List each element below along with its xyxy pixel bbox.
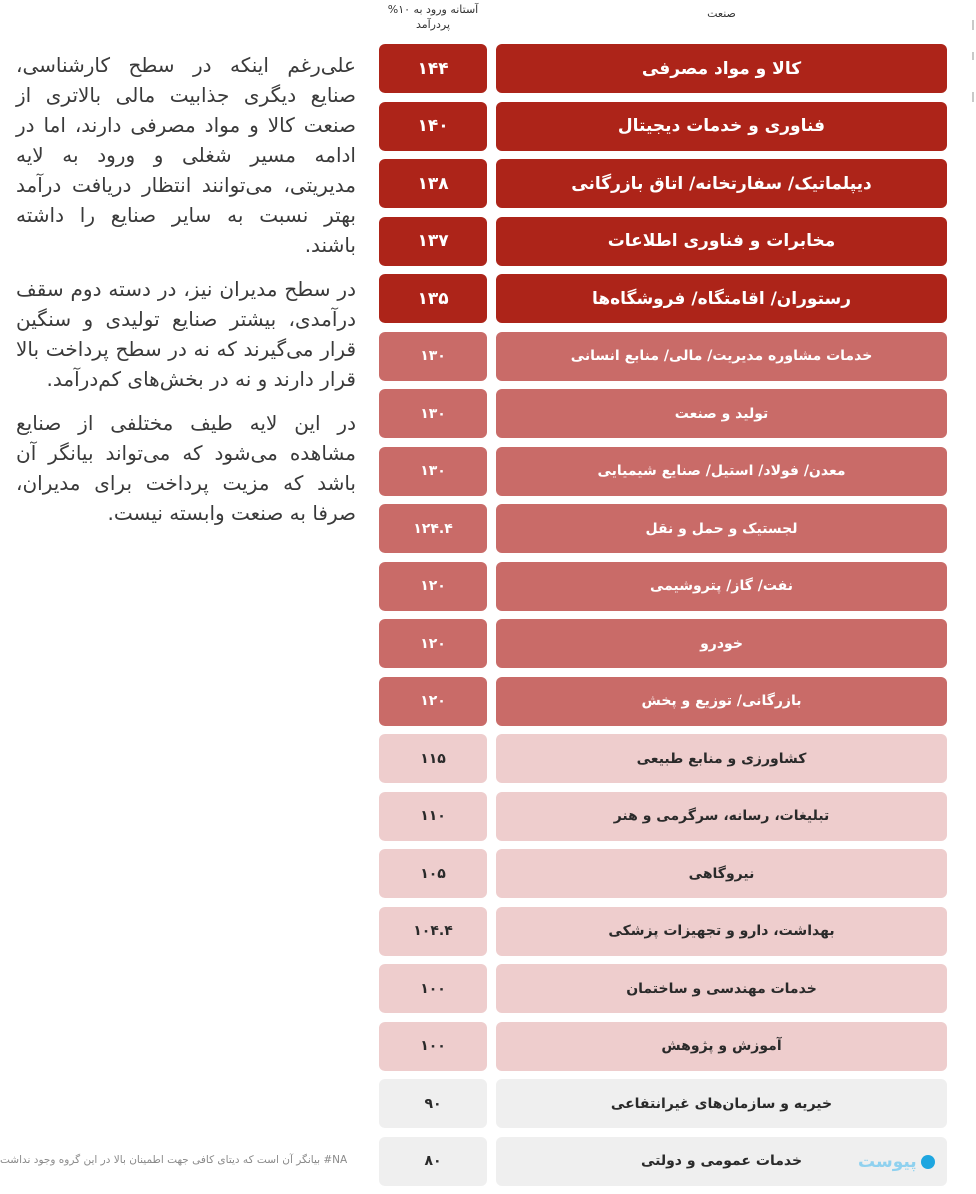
industry-name: بازرگانی/ توزیع و پخش bbox=[496, 677, 947, 726]
threshold-value: ۱۳۰ bbox=[379, 332, 487, 381]
footnote: NA# بیانگر آن است که دیتای کافی جهت اطمینان بالا در این گروه وجود نداشت bbox=[0, 1154, 348, 1166]
table-row bbox=[379, 964, 947, 1013]
industry-name: خدمات مشاوره مدیریت/ مالی/ منابع انسانی bbox=[496, 332, 947, 381]
table-row bbox=[379, 619, 947, 668]
brand-dot-icon bbox=[921, 1155, 935, 1169]
threshold-value: ۱۱۰ bbox=[379, 792, 487, 841]
table-row bbox=[379, 1022, 947, 1071]
threshold-value: ۱۳۸ bbox=[379, 159, 487, 208]
industry-name: کالا و مواد مصرفی bbox=[496, 44, 947, 93]
table-row bbox=[379, 504, 947, 553]
table-row bbox=[379, 274, 947, 323]
threshold-value: ۹۰ bbox=[379, 1079, 487, 1128]
threshold-value: ۱۲۰ bbox=[379, 619, 487, 668]
industry-name: تولید و صنعت bbox=[496, 389, 947, 438]
industry-name: معدن/ فولاد/ استیل/ صنایع شیمیایی bbox=[496, 447, 947, 496]
industry-name: تبلیغات، رسانه، سرگرمی و هنر bbox=[496, 792, 947, 841]
threshold-value: ۱۲۰ bbox=[379, 562, 487, 611]
article-text bbox=[16, 50, 356, 542]
industry-name: بهداشت، دارو و تجهیزات پزشکی bbox=[496, 907, 947, 956]
table-row bbox=[379, 332, 947, 381]
brand-name: پیوست bbox=[858, 1152, 917, 1172]
threshold-value: ۱۳۷ bbox=[379, 217, 487, 266]
edge-mark bbox=[972, 20, 974, 30]
edge-mark bbox=[972, 92, 974, 102]
table-row bbox=[379, 849, 947, 898]
industry-name: نیروگاهی bbox=[496, 849, 947, 898]
threshold-value: ۱۲۴.۴ bbox=[379, 504, 487, 553]
threshold-value: ۱۰۴.۴ bbox=[379, 907, 487, 956]
table-row bbox=[379, 44, 947, 93]
threshold-value: ۱۴۴ bbox=[379, 44, 487, 93]
threshold-value: ۱۱۵ bbox=[379, 734, 487, 783]
table-row bbox=[379, 792, 947, 841]
threshold-value: ۱۰۵ bbox=[379, 849, 487, 898]
industry-table bbox=[379, 44, 947, 1194]
industry-name: خیریه و سازمان‌های غیرانتفاعی bbox=[496, 1079, 947, 1128]
threshold-value: ۱۳۰ bbox=[379, 447, 487, 496]
article-paragraph: در سطح مدیران نیز، در دسته دوم سقف درآمدی، بیشتر صنایع تولیدی و سنگین قرار می‌گیرند که نه در سطح پرداخت بالا قرار دارند و نه در بخش‌های کم‌درآمد. bbox=[16, 277, 356, 391]
industry-name: کشاورزی و منابع طبیعی bbox=[496, 734, 947, 783]
threshold-value: ۱۲۰ bbox=[379, 677, 487, 726]
table-row bbox=[379, 1079, 947, 1128]
industry-name: لجستیک و حمل و نقل bbox=[496, 504, 947, 553]
industry-name: خدمات عمومی و دولتی bbox=[496, 1137, 947, 1186]
value-column-header: آستانه ورود به ۱۰% پردرآمد bbox=[387, 3, 479, 31]
industry-column-header: صنعت bbox=[707, 7, 736, 20]
table-row bbox=[379, 562, 947, 611]
industry-name: دیپلماتیک/ سفارتخانه/ اتاق بازرگانی bbox=[496, 159, 947, 208]
threshold-value: ۱۳۰ bbox=[379, 389, 487, 438]
industry-name: آموزش و پژوهش bbox=[496, 1022, 947, 1071]
article-paragraph: در این لایه طیف مختلفی از صنایع مشاهده می‌شود که می‌تواند بیانگر آن باشد که مزیت پرداخت برای مدیران، صرفا به صنعت وابسته نیست. bbox=[16, 411, 356, 525]
table-row bbox=[379, 102, 947, 151]
table-row bbox=[379, 907, 947, 956]
threshold-value: ۱۰۰ bbox=[379, 964, 487, 1013]
industry-name: خدمات مهندسی و ساختمان bbox=[496, 964, 947, 1013]
table-row bbox=[379, 389, 947, 438]
table-row bbox=[379, 734, 947, 783]
table-row bbox=[379, 447, 947, 496]
article-paragraph: علی‌رغم اینکه در سطح کارشناسی، صنایع دیگری جذابیت مالی بالاتری از صنعت کالا و مواد مصرفی دارند، اما در ادامه مسیر شغلی و ورود به لایه مدیریتی، می‌توانند انتظار دریافت درآمد بهتر نسبت به سایر صنایع را داشته باشند. bbox=[16, 53, 356, 257]
industry-name: نفت/ گاز/ پتروشیمی bbox=[496, 562, 947, 611]
threshold-value: ۸۰ bbox=[379, 1137, 487, 1186]
threshold-value: ۱۰۰ bbox=[379, 1022, 487, 1071]
industry-name: خودرو bbox=[496, 619, 947, 668]
industry-name: مخابرات و فناوری اطلاعات bbox=[496, 217, 947, 266]
table-row bbox=[379, 677, 947, 726]
industry-name: فناوری و خدمات دیجیتال bbox=[496, 102, 947, 151]
table-row bbox=[379, 217, 947, 266]
brand-logo bbox=[858, 1152, 935, 1172]
threshold-value: ۱۴۰ bbox=[379, 102, 487, 151]
table-row bbox=[379, 159, 947, 208]
threshold-value: ۱۳۵ bbox=[379, 274, 487, 323]
edge-mark bbox=[972, 52, 974, 60]
industry-name: رستوران/ اقامتگاه/ فروشگاه‌ها bbox=[496, 274, 947, 323]
